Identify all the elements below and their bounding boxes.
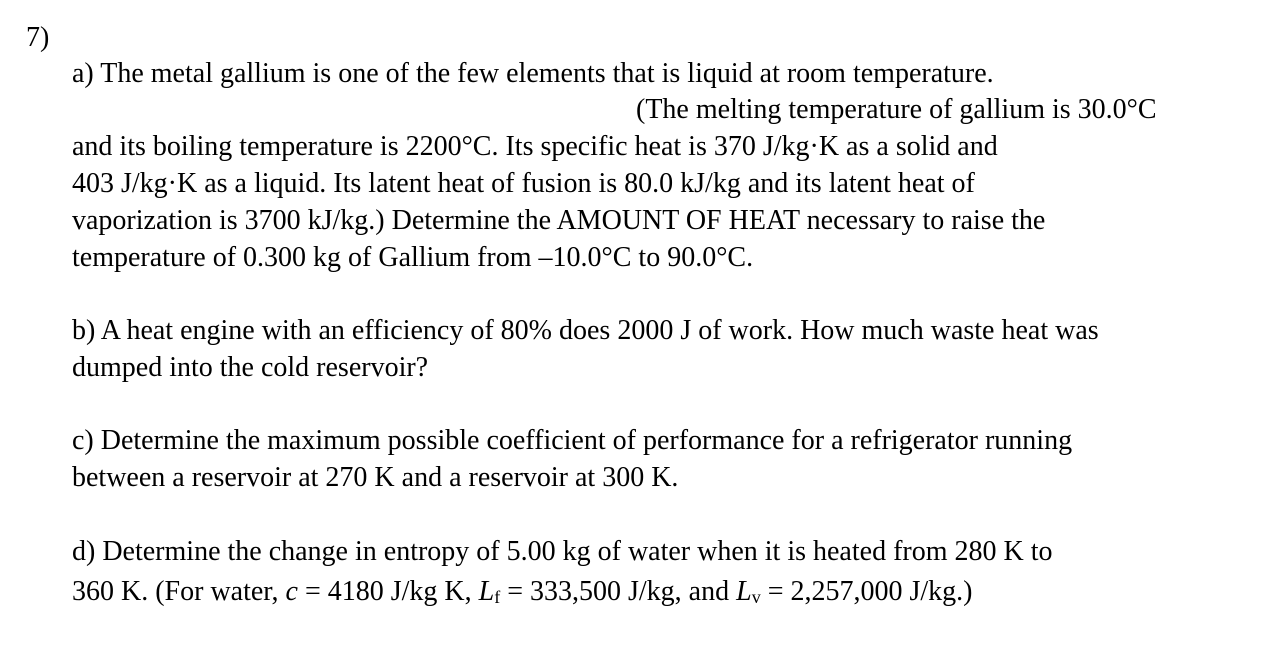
part-b-line-1: b) A heat engine with an efficiency of 80% does 2000 J of work. How much waste heat was [72,315,1099,346]
part-a-line-5: vaporization is 3700 kJ/kg.) Determine the AMOUNT OF HEAT necessary to raise the [72,205,1046,236]
latent-fusion-subscript: f [494,587,501,607]
part-d-line-1: d) Determine the change in entropy of 5.00 kg of water when it is heated from 280 K to [72,536,1053,567]
part-a-line-3: and its boiling temperature is 2200°C. Its specific heat is 370 J/kg·K as a solid and [72,131,998,162]
question-number: 7) [26,22,50,53]
latent-vaporization-symbol: L [736,576,752,607]
latent-vaporization-value: = 2,257,000 J/kg.) [760,576,973,607]
part-d-text-prefix: 360 K. (For water, [72,576,286,607]
part-c-line-1: c) Determine the maximum possible coefficient of performance for a refrigerator running [72,425,1073,456]
part-a-line-4: 403 J/kg·K as a liquid. Its latent heat of fusion is 80.0 kJ/kg and its latent heat of [72,168,975,199]
latent-vaporization-subscript: v [751,587,761,607]
part-d-line-2 [72,574,972,615]
part-c-line-2: between a reservoir at 270 K and a reservoir at 300 K. [72,462,679,493]
latent-fusion-value: = 333,500 J/kg, and [500,576,737,607]
latent-fusion-symbol: L [478,576,495,607]
part-b-line-2: dumped into the cold reservoir? [72,352,429,383]
specific-heat-value: = 4180 J/kg K, [297,576,479,607]
specific-heat-symbol: c [285,576,298,607]
part-a-line-6: temperature of 0.300 kg of Gallium from –10.0°C to 90.0°C. [72,242,754,273]
part-a-line-2: (The melting temperature of gallium is 30.0°C [636,94,1157,125]
part-a-line-1: a) The metal gallium is one of the few elements that is liquid at room temperature. [72,58,994,89]
